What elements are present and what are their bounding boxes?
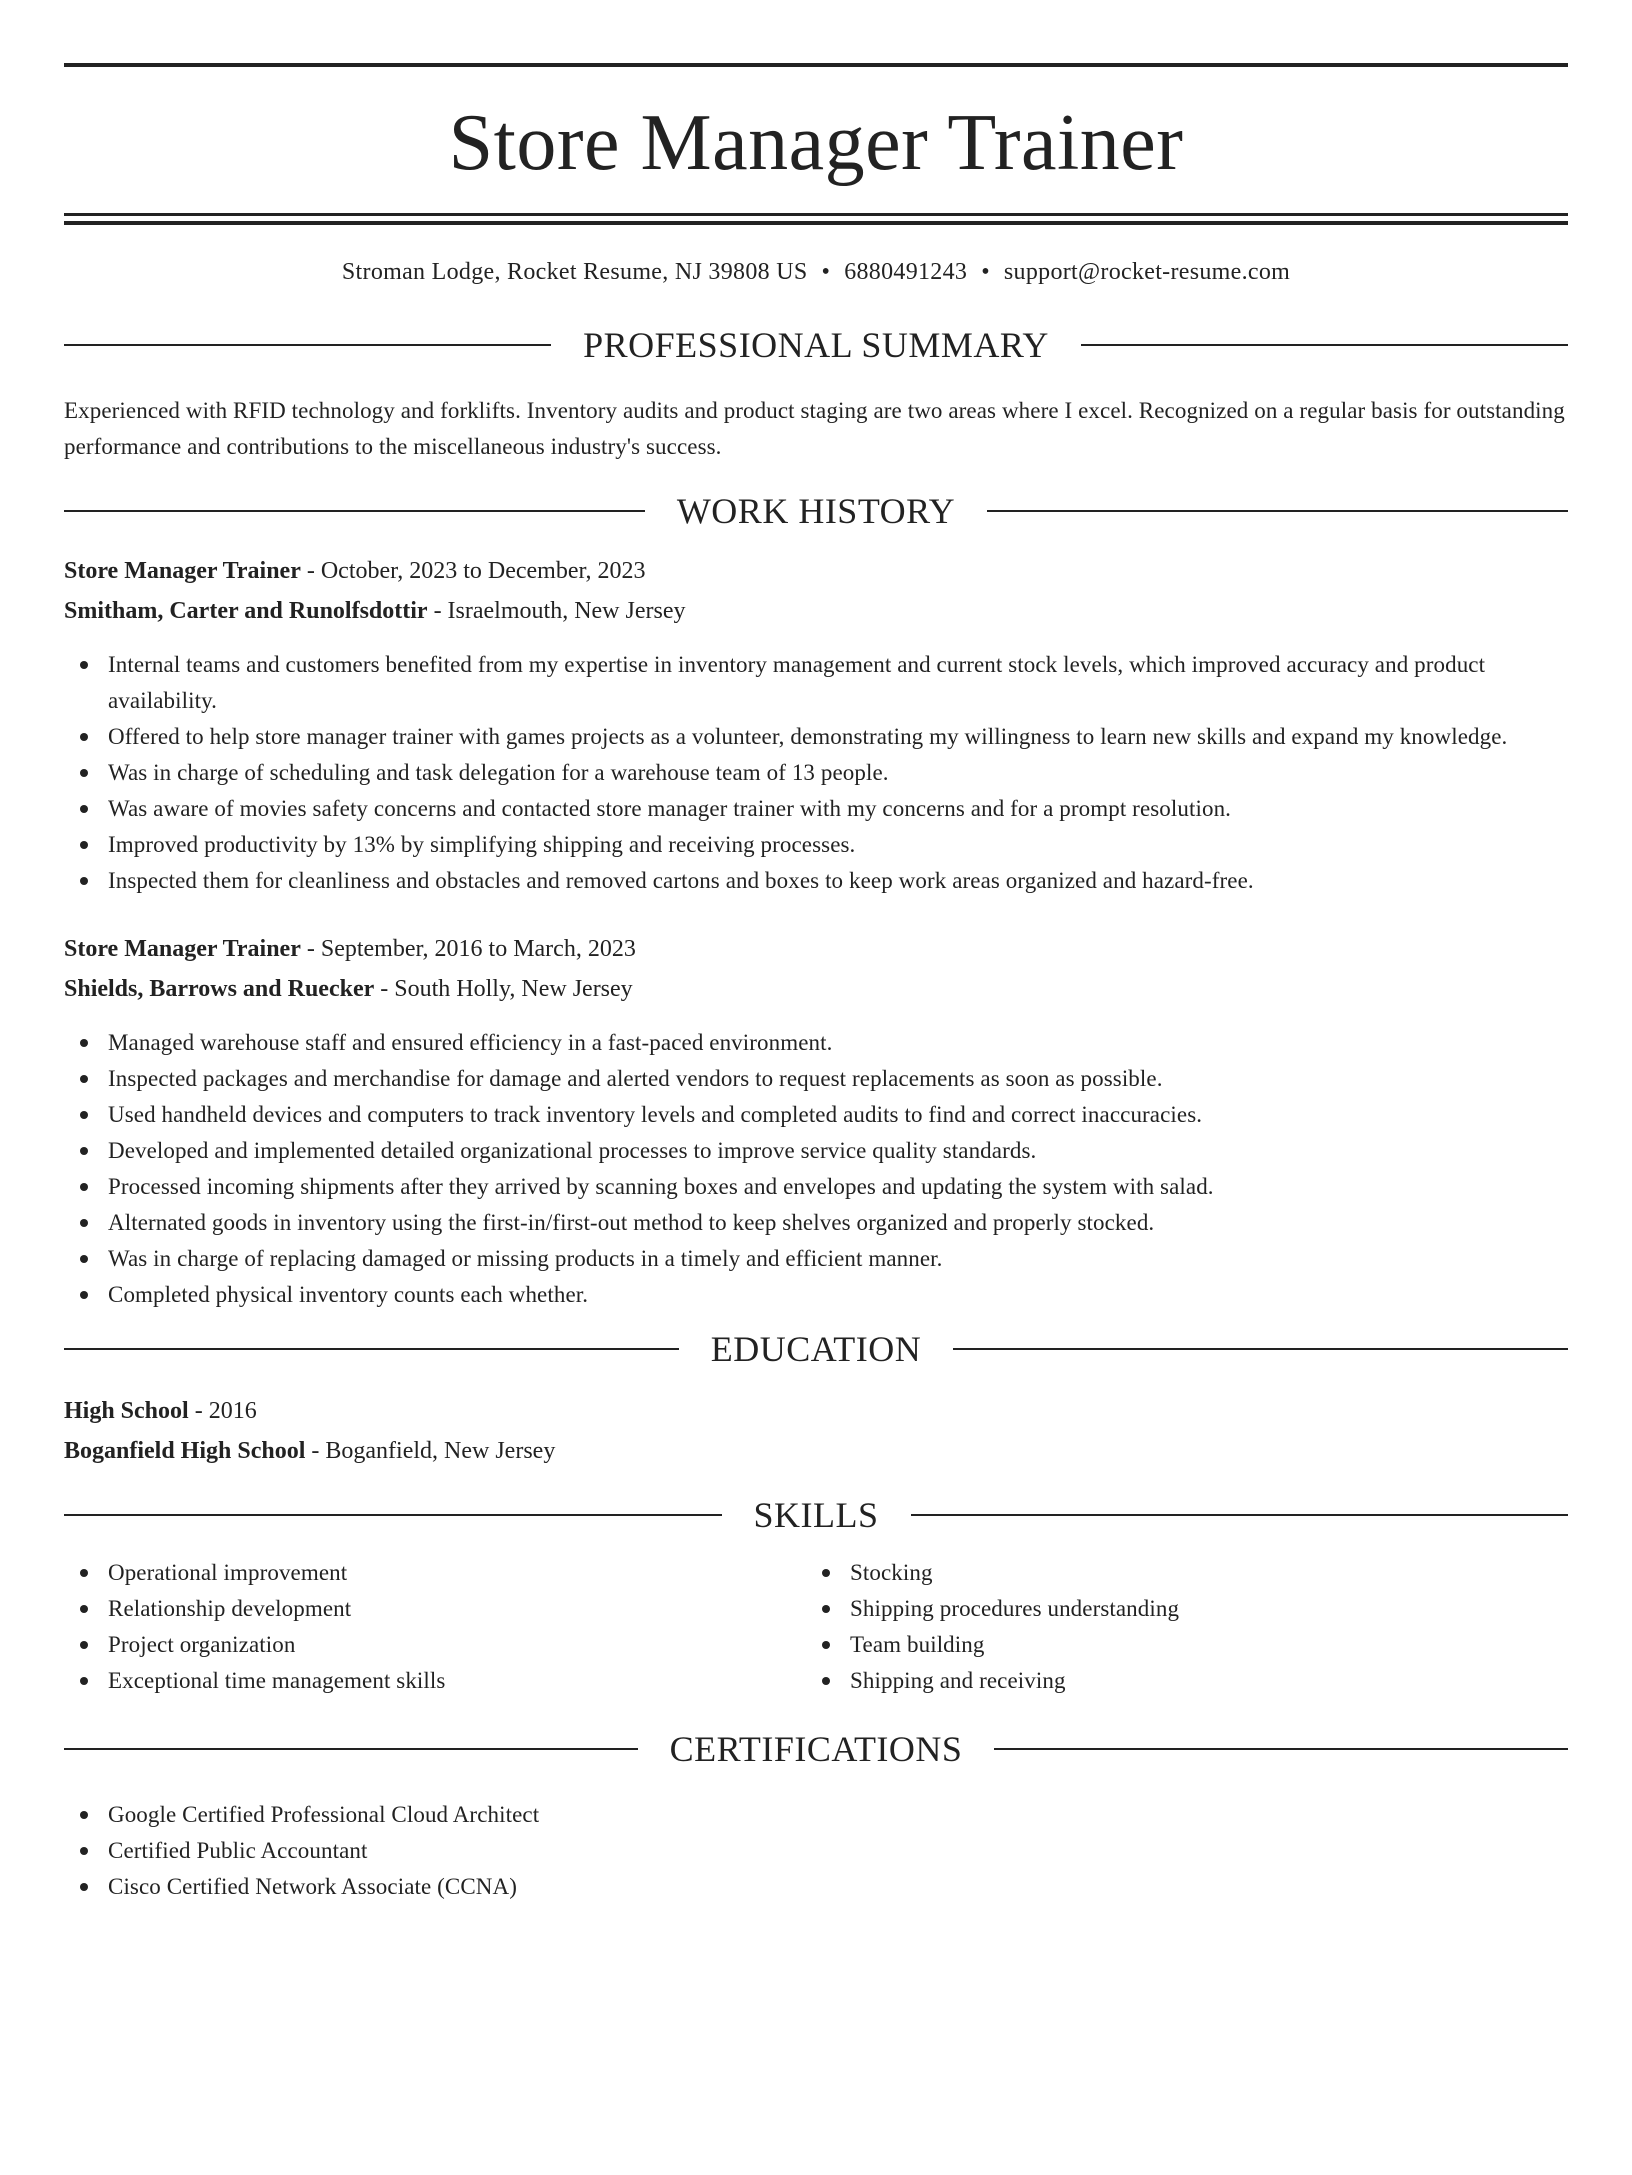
bullet-dot	[80, 1075, 88, 1083]
heading-rule-right	[994, 1748, 1568, 1750]
skills-heading: SKILLS	[753, 1494, 879, 1535]
heading-rule-right	[1081, 344, 1568, 346]
job-bullet-list	[64, 1025, 1568, 1313]
job-company-line	[64, 969, 1568, 1009]
job-bullet-text: Used handheld devices and computers to track inventory levels and completed audits to find and correct inaccuracies.	[108, 1101, 1203, 1127]
header-double-rule	[64, 213, 1568, 216]
heading-rule-right	[953, 1348, 1568, 1350]
education-degree: High School	[64, 1397, 189, 1424]
heading-rule-left	[64, 1748, 638, 1750]
skills-column-left	[64, 1555, 806, 1699]
resume-name: Store Manager Trainer	[448, 99, 1184, 187]
job-bullet	[64, 719, 1568, 755]
skills-list	[64, 1555, 806, 1699]
job-company-line	[64, 591, 1568, 631]
job-entry	[64, 929, 1568, 1313]
education-year: - 2016	[188, 1397, 257, 1424]
job-bullet	[64, 1061, 1568, 1097]
bullet-dot	[822, 1569, 830, 1577]
job-bullet-text: Managed warehouse staff and ensured efficiency in a fast-paced environment.	[108, 1029, 833, 1055]
contact-separator: •	[981, 259, 990, 285]
job-company: Shields, Barrows and Ruecker	[64, 975, 375, 1002]
job-bullet-text: Completed physical inventory counts each whether.	[108, 1281, 589, 1307]
job-company: Smitham, Carter and Runolfsdottir	[64, 597, 428, 624]
job-title: Store Manager Trainer	[64, 557, 301, 584]
skill-item	[64, 1555, 806, 1591]
skill-item	[64, 1627, 806, 1663]
education-school-line	[64, 1431, 1568, 1471]
skill-text: Team building	[850, 1631, 985, 1657]
heading-rule-right	[987, 510, 1568, 512]
skills-list	[806, 1555, 1548, 1699]
education-school: Boganfield High School	[64, 1437, 306, 1464]
bullet-dot	[80, 877, 88, 885]
bullet-dot	[80, 1039, 88, 1047]
heading-rule-right	[911, 1514, 1569, 1516]
heading-rule-left	[64, 1514, 722, 1516]
certification-item	[64, 1833, 1568, 1869]
job-bullet	[64, 1277, 1568, 1313]
job-bullet-text: Was aware of movies safety concerns and contacted store manager trainer with my concerns and for a prompt resolution.	[108, 795, 1232, 821]
bullet-dot	[80, 1255, 88, 1263]
job-bullet-text: Alternated goods in inventory using the first-in/first-out method to keep shelves organized and properly stocked.	[108, 1209, 1155, 1235]
skills-column-right	[806, 1555, 1548, 1699]
job-bullet	[64, 755, 1568, 791]
skill-item	[64, 1663, 806, 1699]
heading-rule-left	[64, 344, 551, 346]
bullet-dot	[80, 1641, 88, 1649]
bullet-dot	[80, 1183, 88, 1191]
education-heading: EDUCATION	[710, 1328, 922, 1369]
certification-text: Certified Public Accountant	[108, 1837, 368, 1863]
job-entry	[64, 551, 1568, 899]
skill-text: Project organization	[108, 1631, 296, 1657]
skill-item	[64, 1591, 806, 1627]
summary-heading: PROFESSIONAL SUMMARY	[583, 324, 1049, 365]
job-bullet-text: Offered to help store manager trainer with games projects as a volunteer, demonstrating my willingness to learn new skills and expand my knowledge.	[108, 723, 1508, 749]
education-entry	[64, 1391, 1568, 1471]
skill-item	[806, 1627, 1548, 1663]
summary-text: Experienced with RFID technology and forklifts. Inventory audits and product staging are two areas where I excel. Recognized on a regular basis for outstanding performance and contributions to the miscellaneous industry's success.	[64, 397, 1565, 459]
bullet-dot	[80, 1569, 88, 1577]
bullet-dot	[80, 733, 88, 741]
job-bullet	[64, 827, 1568, 863]
skill-text: Exceptional time management skills	[108, 1667, 446, 1693]
certification-item	[64, 1797, 1568, 1833]
certifications-section-heading	[64, 1728, 1568, 1769]
bullet-dot	[80, 1219, 88, 1227]
certification-text: Google Certified Professional Cloud Architect	[108, 1801, 540, 1827]
skills-section-heading	[64, 1494, 1568, 1535]
job-title: Store Manager Trainer	[64, 935, 301, 962]
bullet-dot	[80, 769, 88, 777]
contact-separator: •	[821, 259, 831, 285]
education-location: - Boganfield, New Jersey	[305, 1437, 556, 1464]
contact-address: Stroman Lodge, Rocket Resume, NJ 39808 US	[341, 259, 808, 285]
work-heading: WORK HISTORY	[676, 490, 956, 531]
job-bullet	[64, 1025, 1568, 1061]
bullet-dot	[80, 1291, 88, 1299]
resume-page	[0, 63, 1632, 2175]
contact-phone: 6880491243	[844, 259, 968, 285]
job-bullet	[64, 1205, 1568, 1241]
job-bullet-text: Inspected packages and merchandise for damage and alerted vendors to request replacements as soon as possible.	[108, 1065, 1163, 1091]
job-bullet	[64, 1097, 1568, 1133]
education-section-heading	[64, 1328, 1568, 1369]
certification-text: Cisco Certified Network Associate (CCNA)	[108, 1873, 517, 1899]
skill-text: Relationship development	[108, 1595, 352, 1621]
skill-text: Stocking	[850, 1559, 933, 1585]
certifications-heading: CERTIFICATIONS	[669, 1728, 963, 1769]
skill-item	[806, 1663, 1548, 1699]
bullet-dot	[80, 1111, 88, 1119]
job-bullet	[64, 1241, 1568, 1277]
heading-rule-left	[64, 1348, 679, 1350]
skill-item	[806, 1591, 1548, 1627]
work-section-heading	[64, 490, 1568, 531]
bullet-dot	[80, 1811, 88, 1819]
contact-line	[64, 258, 1568, 287]
job-bullet	[64, 863, 1568, 899]
job-bullet-text: Developed and implemented detailed organizational processes to improve service quality standards.	[108, 1137, 1037, 1163]
job-bullet-text: Was in charge of replacing damaged or missing products in a timely and efficient manner.	[108, 1245, 943, 1271]
bullet-dot	[80, 1847, 88, 1855]
job-location: - Israelmouth, New Jersey	[427, 597, 686, 624]
certifications-list	[64, 1797, 1568, 1905]
skill-text: Operational improvement	[108, 1559, 348, 1585]
job-bullet-text: Improved productivity by 13% by simplifying shipping and receiving processes.	[108, 831, 856, 857]
bullet-dot	[80, 661, 88, 669]
summary-section-heading	[64, 324, 1568, 365]
certification-item	[64, 1869, 1568, 1905]
bullet-dot	[80, 805, 88, 813]
bullet-dot	[80, 1605, 88, 1613]
top-rule	[64, 63, 1568, 67]
bullet-dot	[80, 1883, 88, 1891]
bullet-dot	[80, 1677, 88, 1685]
job-bullet-list	[64, 647, 1568, 899]
skills-grid	[64, 1555, 1568, 1699]
job-bullet-text: Inspected them for cleanliness and obstacles and removed cartons and boxes to keep work areas organized and hazard-free.	[108, 867, 1254, 893]
bullet-dot	[822, 1641, 830, 1649]
skill-item	[806, 1555, 1548, 1591]
job-bullet	[64, 1169, 1568, 1205]
education-degree-line	[64, 1391, 1568, 1431]
job-dates: - September, 2016 to March, 2023	[300, 935, 636, 962]
job-title-line	[64, 929, 1568, 969]
bullet-dot	[80, 1147, 88, 1155]
job-bullet-text: Internal teams and customers benefited from my expertise in inventory management and current stock levels, which improved accuracy and product availability.	[108, 651, 1486, 713]
contact-email: support@rocket-resume.com	[1003, 259, 1291, 285]
heading-rule-left	[64, 510, 645, 512]
skill-text: Shipping and receiving	[850, 1667, 1066, 1693]
job-bullet	[64, 791, 1568, 827]
job-dates: - October, 2023 to December, 2023	[300, 557, 646, 584]
job-bullet	[64, 1133, 1568, 1169]
job-bullet-text: Processed incoming shipments after they arrived by scanning boxes and envelopes and updating the system with salad.	[108, 1173, 1214, 1199]
job-title-line	[64, 551, 1568, 591]
job-bullet-text: Was in charge of scheduling and task delegation for a warehouse team of 13 people.	[108, 759, 889, 785]
bullet-dot	[822, 1605, 830, 1613]
bullet-dot	[822, 1677, 830, 1685]
job-bullet	[64, 647, 1568, 719]
bullet-dot	[80, 841, 88, 849]
job-location: - South Holly, New Jersey	[374, 975, 633, 1002]
skill-text: Shipping procedures understanding	[850, 1595, 1180, 1621]
